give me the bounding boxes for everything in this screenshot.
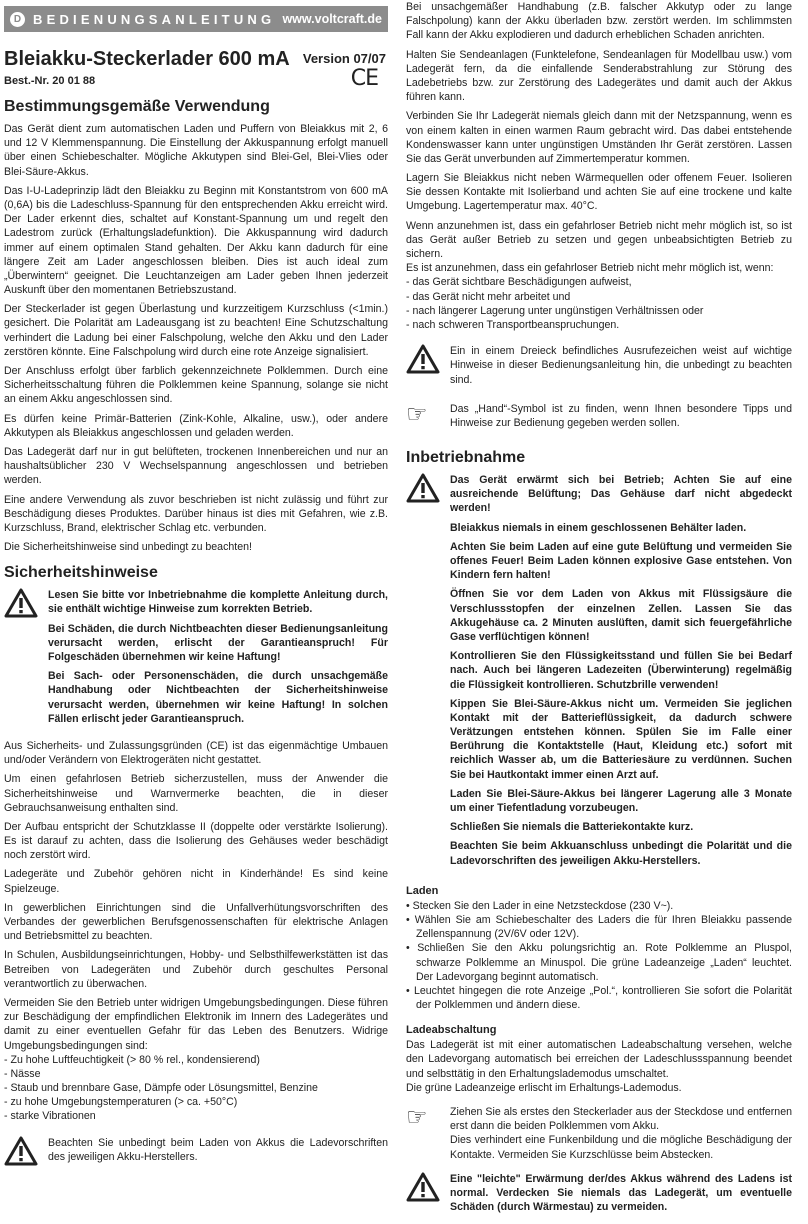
section-intended-use [4, 98, 388, 1174]
warning-text: Bei Schäden, die durch Nichtbeachten dieser Bedienungsanleitung verursacht werden, erlischt der Garantieanspruch! Für Folgeschäden übernehmen wir keine Haftung! [48, 622, 388, 663]
list-item: - Nässe [4, 1067, 41, 1080]
conditions-list [4, 1053, 388, 1124]
paragraph: Aus Sicherheits- und Zulassungsgründen (CE) ist das eigenmächtige Umbauen und/oder Verändern von Elektrogeräten nicht gestattet. [4, 739, 388, 767]
list-item: - Staub und brennbare Gase, Dämpfe oder Lösungsmittel, Benzine [4, 1082, 318, 1095]
pointing-hand-icon: ☞ [406, 1103, 428, 1131]
warning-text: Das Gerät erwärmt sich bei Betrieb; Achten Sie auf eine ausreichende Belüftung; Das Gehäuse darf nicht abgedeckt werden! [450, 474, 792, 515]
paragraph: Der Anschluss erfolgt über farblich gekennzeichnete Polklemmen. Durch eine Sicherheitsschaltung führen die Polklemmen keine Spannung, solange sie nicht an einem Akku angeschlossen sind. [4, 365, 388, 406]
warning-note [406, 1172, 792, 1220]
website-url[interactable]: www.voltcraft.de [282, 12, 382, 26]
warning-text: Laden Sie Blei-Säure-Akkus bei längerer Lagerung alle 3 Monate um einer Tiefentladung vorzubeugen. [450, 787, 792, 814]
warning-text: Lesen Sie bitte vor Inbetriebnahme die komplette Anleitung durch, sie enthält wichtige Hinweise zum korrekten Betrieb. [48, 589, 388, 616]
warning-text: Kontrollieren Sie den Flüssigkeitsstand und füllen Sie bei Bedarf nach. Auch bei längeren Ladezeiten (Überwinterung) regelmäßig die Flüssigkeit kontrollieren. Schutzbrille verwenden! [450, 650, 792, 691]
triangle-explanation [406, 344, 792, 392]
paragraph: Es ist anzunehmen, dass ein gefahrloser Betrieb nicht mehr möglich ist, wenn: [406, 262, 774, 275]
warning-note [4, 588, 388, 731]
list-item: • Schließen Sie den Akku polungsrichtig an. Rote Polklemme an Pluspol, schwarze Polklemme an Minuspol. Die grüne Ladeanzeige „Laden“ leuchtet. Der Ladevorgang beginnt automatisch. [406, 942, 792, 983]
right-column [406, 0, 792, 1214]
ce-mark-icon: CE [350, 66, 378, 91]
paragraph: Um einen gefahrlosen Betrieb sicherzustellen, muss der Anwender die Sicherheitshinweise und Warnvermerke beachten, die in dieser Gebrauchsanweisung enthalten sind. [4, 773, 388, 814]
paragraph: Der Aufbau entspricht der Schutzklasse II (doppelte oder verstärkte Isolierung). Es ist darauf zu achten, dass die Isolierung des Gehäuses weder beschädigt noch zerstört wird. [4, 820, 388, 862]
warning-text: Achten Sie beim Laden auf eine gute Belüftung und vermeiden Sie offenes Feuer! Beim Laden können explosive Gase entstehen. Von Kindern fern halten! [450, 540, 792, 582]
warning-note [4, 1136, 388, 1169]
paragraph: Die grüne Ladeanzeige erlischt im Erhaltungs-Lademodus. [406, 1081, 682, 1094]
paragraph: Ladegeräte und Zubehör gehören nicht in Kinderhände! Es sind keine Spielzeuge. [4, 868, 388, 895]
warning-triangle-icon [4, 1136, 48, 1166]
list-item: - zu hohe Umgebungstemperaturen (> ca. +50°C) [4, 1096, 238, 1109]
language-badge: D [10, 12, 25, 27]
warning-text: Eine "leichte" Erwärmung der/des Akkus während des Ladens ist normal. Verdecken Sie niemals das Ladegerät, um eventuelle Schäden (durch Wärmestau) zu vermeiden. [450, 1172, 792, 1214]
warning-triangle-icon [406, 1172, 450, 1202]
section-title: Sicherheitshinweise [4, 564, 158, 582]
paragraph: Bei unsachgemäßer Handhabung (z.B. falscher Akkutyp oder zu lange Falschpolung) kann der Akku überladen bzw. zerstört werden. Im schlimmsten Fall kann der Akku explodieren und dadurch erheblichen Schaden anrichten. [406, 1, 792, 42]
paragraph: Vermeiden Sie den Betrieb unter widrigen Umgebungsbedingungen. Diese führen zur Beschädigung der empfindlichen Elektronik im Innern des Ladegerätes und damit zu einer eventuellen Gefahr für das Leben des Benutzers. Widrige Umgebungsbedingungen sind: [4, 996, 388, 1052]
list-item: • Wählen Sie am Schiebeschalter des Laders die für Ihren Bleiakku passende Zellenspannung (2V/6V oder 12V). [406, 913, 792, 941]
hand-tip [406, 1105, 792, 1167]
paragraph: Das Ladegerät ist mit einer automatischen Ladeabschaltung versehen, welche den Ladevorgang automatisch bei erreichen der Ladeschlussspannung beendet und selbsttätig in den Erhaltungslademodus umschaltet. [406, 1039, 792, 1080]
product-title: Bleiakku-Steckerlader 600 mA [4, 48, 290, 70]
warning-text: Bei Sach- oder Personenschäden, die durch unsachgemäße Handhabung oder Nichtbeachten der Sicherheitshinweise verursacht werden, übernehmen wir keine Haftung! In solchen Fällen erlischt jeder Garantieanspruch. [48, 670, 388, 725]
warning-note [406, 473, 792, 873]
tip-text: Dies verhindert eine Funkenbildung und die mögliche Beschädigung der Kontakte. Vermeiden Sie Kurzschlüsse beim Abstecken. [450, 1134, 792, 1161]
conditions-list [406, 275, 792, 332]
list-item: • Stecken Sie den Lader in eine Netzsteckdose (230 V~). [406, 899, 674, 912]
paragraph: Das I-U-Ladeprinzip lädt den Bleiakku zu Beginn mit Konstantstrom von 600 mA (0,6A) bis die Ladeschluss-Spannung für den entsprechenden Akku erreicht wird. Der Lader erkennt dies, schaltet auf Konstant-Spannung um und regelt den Ladestrom zurück (Erhaltungsladefunktion). Die Akkuspannung wird dadurch immer auf einem optimalen Stand gehalten. Der Akku kann dadurch für eine längere Zeit am Lader angeschlossen bleiben. Dies ist auch ideal zum „Überwintern“ geeignet. Die Leuchtanzeigen am Lader geben Ihnen jederzeit Auskunft über den momentanen Betriebszustand. [4, 184, 388, 297]
header-title: BEDIENUNGSANLEITUNG [33, 11, 276, 27]
note-text: Beachten Sie unbedingt beim Laden von Akkus die Ladevorschriften des jeweiligen Akku-Herstellers. [48, 1136, 388, 1163]
paragraph: Wenn anzunehmen ist, dass ein gefahrloser Betrieb nicht mehr möglich ist, so ist das Gerät außer Betrieb zu setzen und gegen unbeabsichtigten Betrieb zu sichern. [406, 219, 792, 260]
left-column [4, 0, 388, 1163]
subsection-title: Ladeabschaltung [406, 1024, 497, 1037]
paragraph: Der Steckerlader ist gegen Überlastung und kurzzeitigem Kurzschluss (<1min.) gesichert. Die Polarität am Ladeausgang ist zu beachten! Eine Schutzschaltung verhindert die Ladung bei einer Falschpolung, welche den Akku und den Lader zerstören könnte. Eine Falschpolung wird durch eine rote Anzeige signalisiert. [4, 303, 388, 358]
list-item: - starke Vibrationen [4, 1110, 96, 1123]
header-band [4, 6, 388, 32]
section-title: Inbetriebnahme [406, 449, 526, 467]
subsection-title: Laden [406, 884, 439, 897]
warning-triangle-icon [4, 588, 48, 618]
version-label: Version 07/07 [302, 51, 386, 66]
list-item: - das Gerät sichtbare Beschädigungen aufweist, [406, 276, 632, 289]
charging-steps [406, 899, 792, 1013]
list-item: - Zu hohe Luftfeuchtigkeit (> 80 % rel., kondensierend) [4, 1053, 260, 1066]
warning-text: Bleiakkus niemals in einem geschlossenen Behälter laden. [450, 521, 747, 534]
paragraph: Die Sicherheitshinweise sind unbedingt zu beachten! [4, 541, 252, 554]
section-title: Bestimmungsgemäße Verwendung [4, 98, 270, 115]
list-item: - das Gerät nicht mehr arbeitet und [406, 290, 571, 303]
warning-triangle-icon [406, 473, 450, 503]
paragraph: Halten Sie Sendeanlagen (Funktelefone, Sendeanlagen für Modellbau usw.) vom Ladegerät fern, da die einfallende Senderabstrahlung zur Störung des Ladebetriebs bzw. zur Zerstörung des Ladegerätes und damit auch der Akkus führen kann. [406, 48, 792, 104]
paragraph: Das Gerät dient zum automatischen Laden und Puffern von Bleiakkus mit 2, 6 und 12 V Klemmenspannung. Die Einstellung der Akkuspannung erfolgt manuell über einen Schiebeschalter. Mögliche Akkutypen sind Blei-Gel, Blei-Vlies oder Blei-Säure-Akkus. [4, 123, 388, 178]
warning-text: Beachten Sie beim Akkuanschluss unbedingt die Polarität und die Ladevorschriften des jeweiligen Akku-Herstellers. [450, 840, 792, 867]
note-text: Ein in einem Dreieck befindliches Ausrufezeichen weist auf wichtige Hinweise in dieser Bedienungsanleitung hin, die unbedingt zu beachten sind. [450, 345, 792, 386]
paragraph: In Schulen, Ausbildungseinrichtungen, Hobby- und Selbsthilfewerkstätten ist das Betreiben von Ladegeräten und Zubehör durch geschultes Personal verantwortlich zu überwachen. [4, 949, 388, 990]
note-text: Das „Hand“-Symbol ist zu finden, wenn Ihnen besondere Tipps und Hinweise zur Bedienung gegeben werden sollen. [450, 402, 792, 429]
paragraph: In gewerblichen Einrichtungen sind die Unfallverhütungsvorschriften des Verbandes der gewerblichen Berufsgenossenschaften für elektrische Anlagen und Betriebsmittel zu beachten. [4, 901, 388, 943]
tip-text: Ziehen Sie als erstes den Steckerlader aus der Steckdose und entfernen erst dann die beiden Polklemmen vom Akku. [450, 1106, 792, 1133]
paragraph: Eine andere Verwendung als zuvor beschrieben ist nicht zulässig und führt zur Beschädigung dieses Produktes. Darüber hinaus ist dies mit Gefahren, wie z.B. Kurzschluss, Brand, elektrischer Schlag etc. verbunden. [4, 493, 388, 534]
list-item: - nach längerer Lagerung unter ungünstigen Verhältnissen oder [406, 304, 704, 317]
order-number: Best.-Nr. 20 01 88 [4, 75, 96, 87]
warning-text: Öffnen Sie vor dem Laden von Akkus mit Flüssigsäure die Verschlussstopfen der einzelnen Zellen. Lassen Sie das Akkugehäuse ca. 2 Minuten auslüften, damit sich feuergefährliche Gase verflüchtigen können! [450, 588, 792, 643]
pointing-hand-icon: ☞ [406, 399, 428, 428]
warning-text: Kippen Sie Blei-Säure-Akkus nicht um. Vermeiden Sie jeglichen Kontakt mit der Batterieflüssigkeit, da dadurch schwere Verätzungen entstehen können. Spülen Sie im Falle einer Berührung die Kontaktstelle (Haut, Kleidung etc.) sofort mit reichlich Wasser ab, um die Batteriesäure zu verdünnen. Suchen Sie bei Hautkontakt immer einen Arzt auf. [450, 697, 792, 781]
list-item: - nach schweren Transportbeanspruchungen. [406, 318, 620, 331]
paragraph: Es dürfen keine Primär-Batterien (Zink-Kohle, Alkaline, usw.), oder andere Akkutypen als Bleiakkus angeschlossen und geladen werden. [4, 412, 388, 439]
paragraph: Lagern Sie Bleiakkus nicht neben Wärmequellen oder offenem Feuer. Isolieren Sie dessen Kontakte mit Isolierband und achten Sie auf eine trockene und kalte Umgebung. Lagertemperatur max. 40°C. [406, 172, 792, 213]
paragraph: Das Ladegerät darf nur in gut belüfteten, trockenen Innenbereichen und nur an haushaltsüblicher 230 V Wechselspannung angeschlossen und betrieben werden. [4, 445, 388, 487]
list-item: • Leuchtet hingegen die rote Anzeige „Pol.“, kontrollieren Sie sofort die Polarität der Polklemmen und ändern diese. [406, 984, 792, 1012]
paragraph: Verbinden Sie Ihr Ladegerät niemals gleich dann mit der Netzspannung, wenn es von einem kalten in einen warmen Raum gebracht wird. Das dabei entstehende Kondenswasser kann unter ungünstigen Umständen Ihr Gerät zerstören. Lassen Sie das Gerät unverbunden auf Zimmertemperatur kommen. [406, 110, 792, 165]
warning-triangle-icon [406, 344, 450, 374]
hand-explanation [406, 399, 792, 435]
right-flow [406, 0, 792, 1224]
warning-text: Schließen Sie niemals die Batteriekontakte kurz. [450, 821, 694, 834]
